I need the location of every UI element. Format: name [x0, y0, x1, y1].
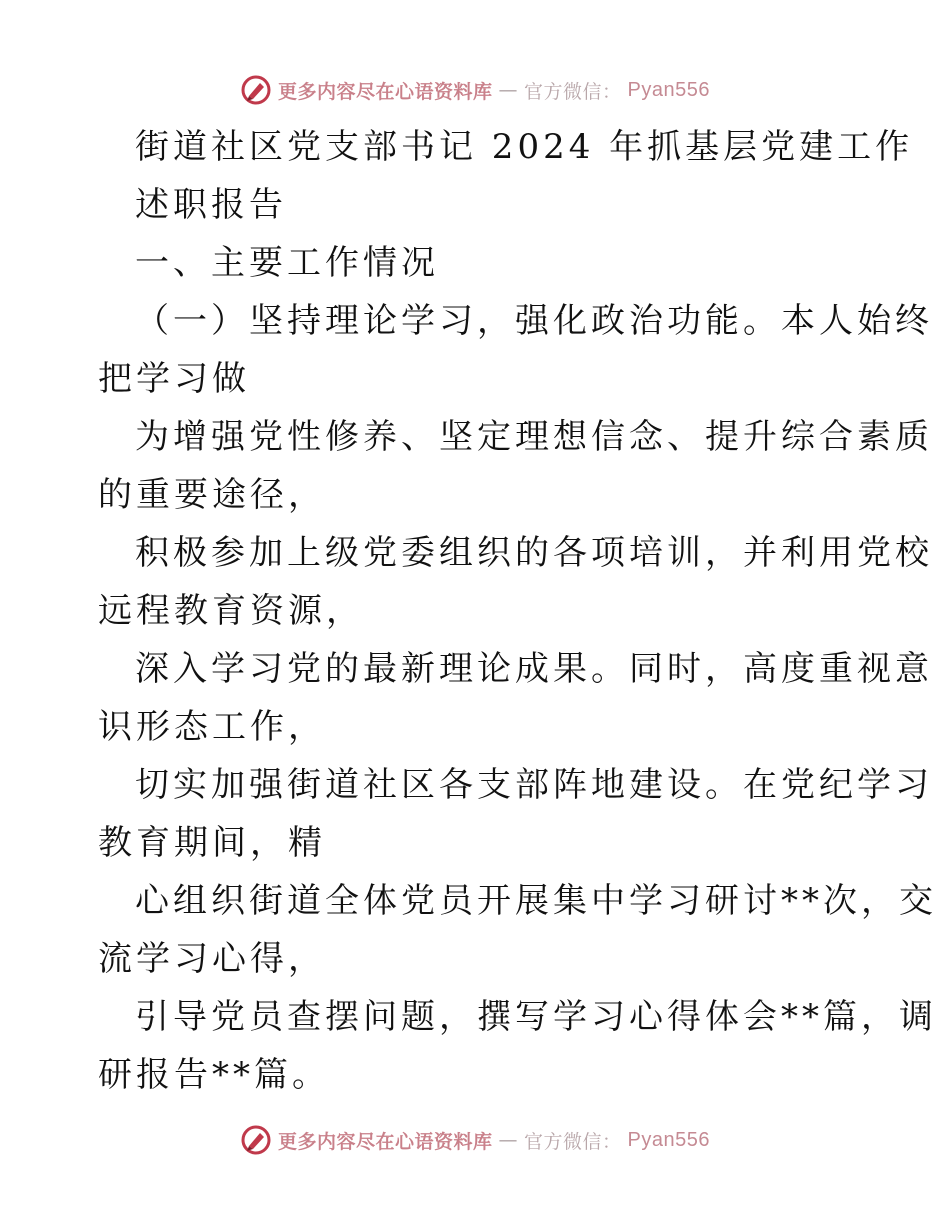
doc-line: 为增强党性修养、坚定理想信念、提升综合素质: [135, 417, 933, 457]
doc-line: 研报告**篇。: [98, 1055, 330, 1095]
footer-watermark: [0, 1120, 950, 1160]
doc-line: 识形态工作，: [98, 707, 326, 747]
watermark-dash: —: [498, 1129, 519, 1151]
watermark-official-label: 官方微信：: [524, 1130, 622, 1153]
watermark-main-text: 更多内容尽在心语资料库: [278, 1130, 493, 1153]
pen-logo-icon: [240, 1124, 272, 1156]
doc-line: 心组织街道全体党员开展集中学习研讨**次，交: [135, 881, 937, 921]
doc-line: 教育期间，精: [98, 823, 326, 863]
doc-line: 把学习做: [98, 359, 250, 399]
watermark-dash: —: [498, 79, 519, 101]
doc-line: 流学习心得，: [98, 939, 326, 979]
doc-line: 一、主要工作情况: [135, 243, 439, 283]
pen-logo-icon: [240, 74, 272, 106]
watermark-wechat-id: Pyan556: [627, 1128, 710, 1151]
doc-line: （一）坚持理论学习，强化政治功能。本人始终: [135, 301, 933, 341]
doc-line: 引导党员查摆问题，撰写学习心得体会**篇，调: [135, 997, 937, 1037]
header-watermark: [0, 70, 950, 110]
doc-line: 的重要途径，: [98, 475, 326, 515]
doc-line: 街道社区党支部书记 2024 年抓基层党建工作: [135, 127, 914, 167]
watermark-main-text: 更多内容尽在心语资料库: [278, 80, 493, 103]
watermark-wechat-id: Pyan556: [627, 78, 710, 101]
document-body: [98, 118, 937, 1104]
doc-line: 远程教育资源，: [98, 591, 364, 631]
doc-line: 切实加强街道社区各支部阵地建设。在党纪学习: [135, 765, 933, 805]
doc-line: 积极参加上级党委组织的各项培训，并利用党校: [135, 533, 933, 573]
watermark-official-label: 官方微信：: [524, 80, 622, 103]
doc-line: 深入学习党的最新理论成果。同时，高度重视意: [135, 649, 933, 689]
doc-line: 述职报告: [135, 185, 287, 225]
